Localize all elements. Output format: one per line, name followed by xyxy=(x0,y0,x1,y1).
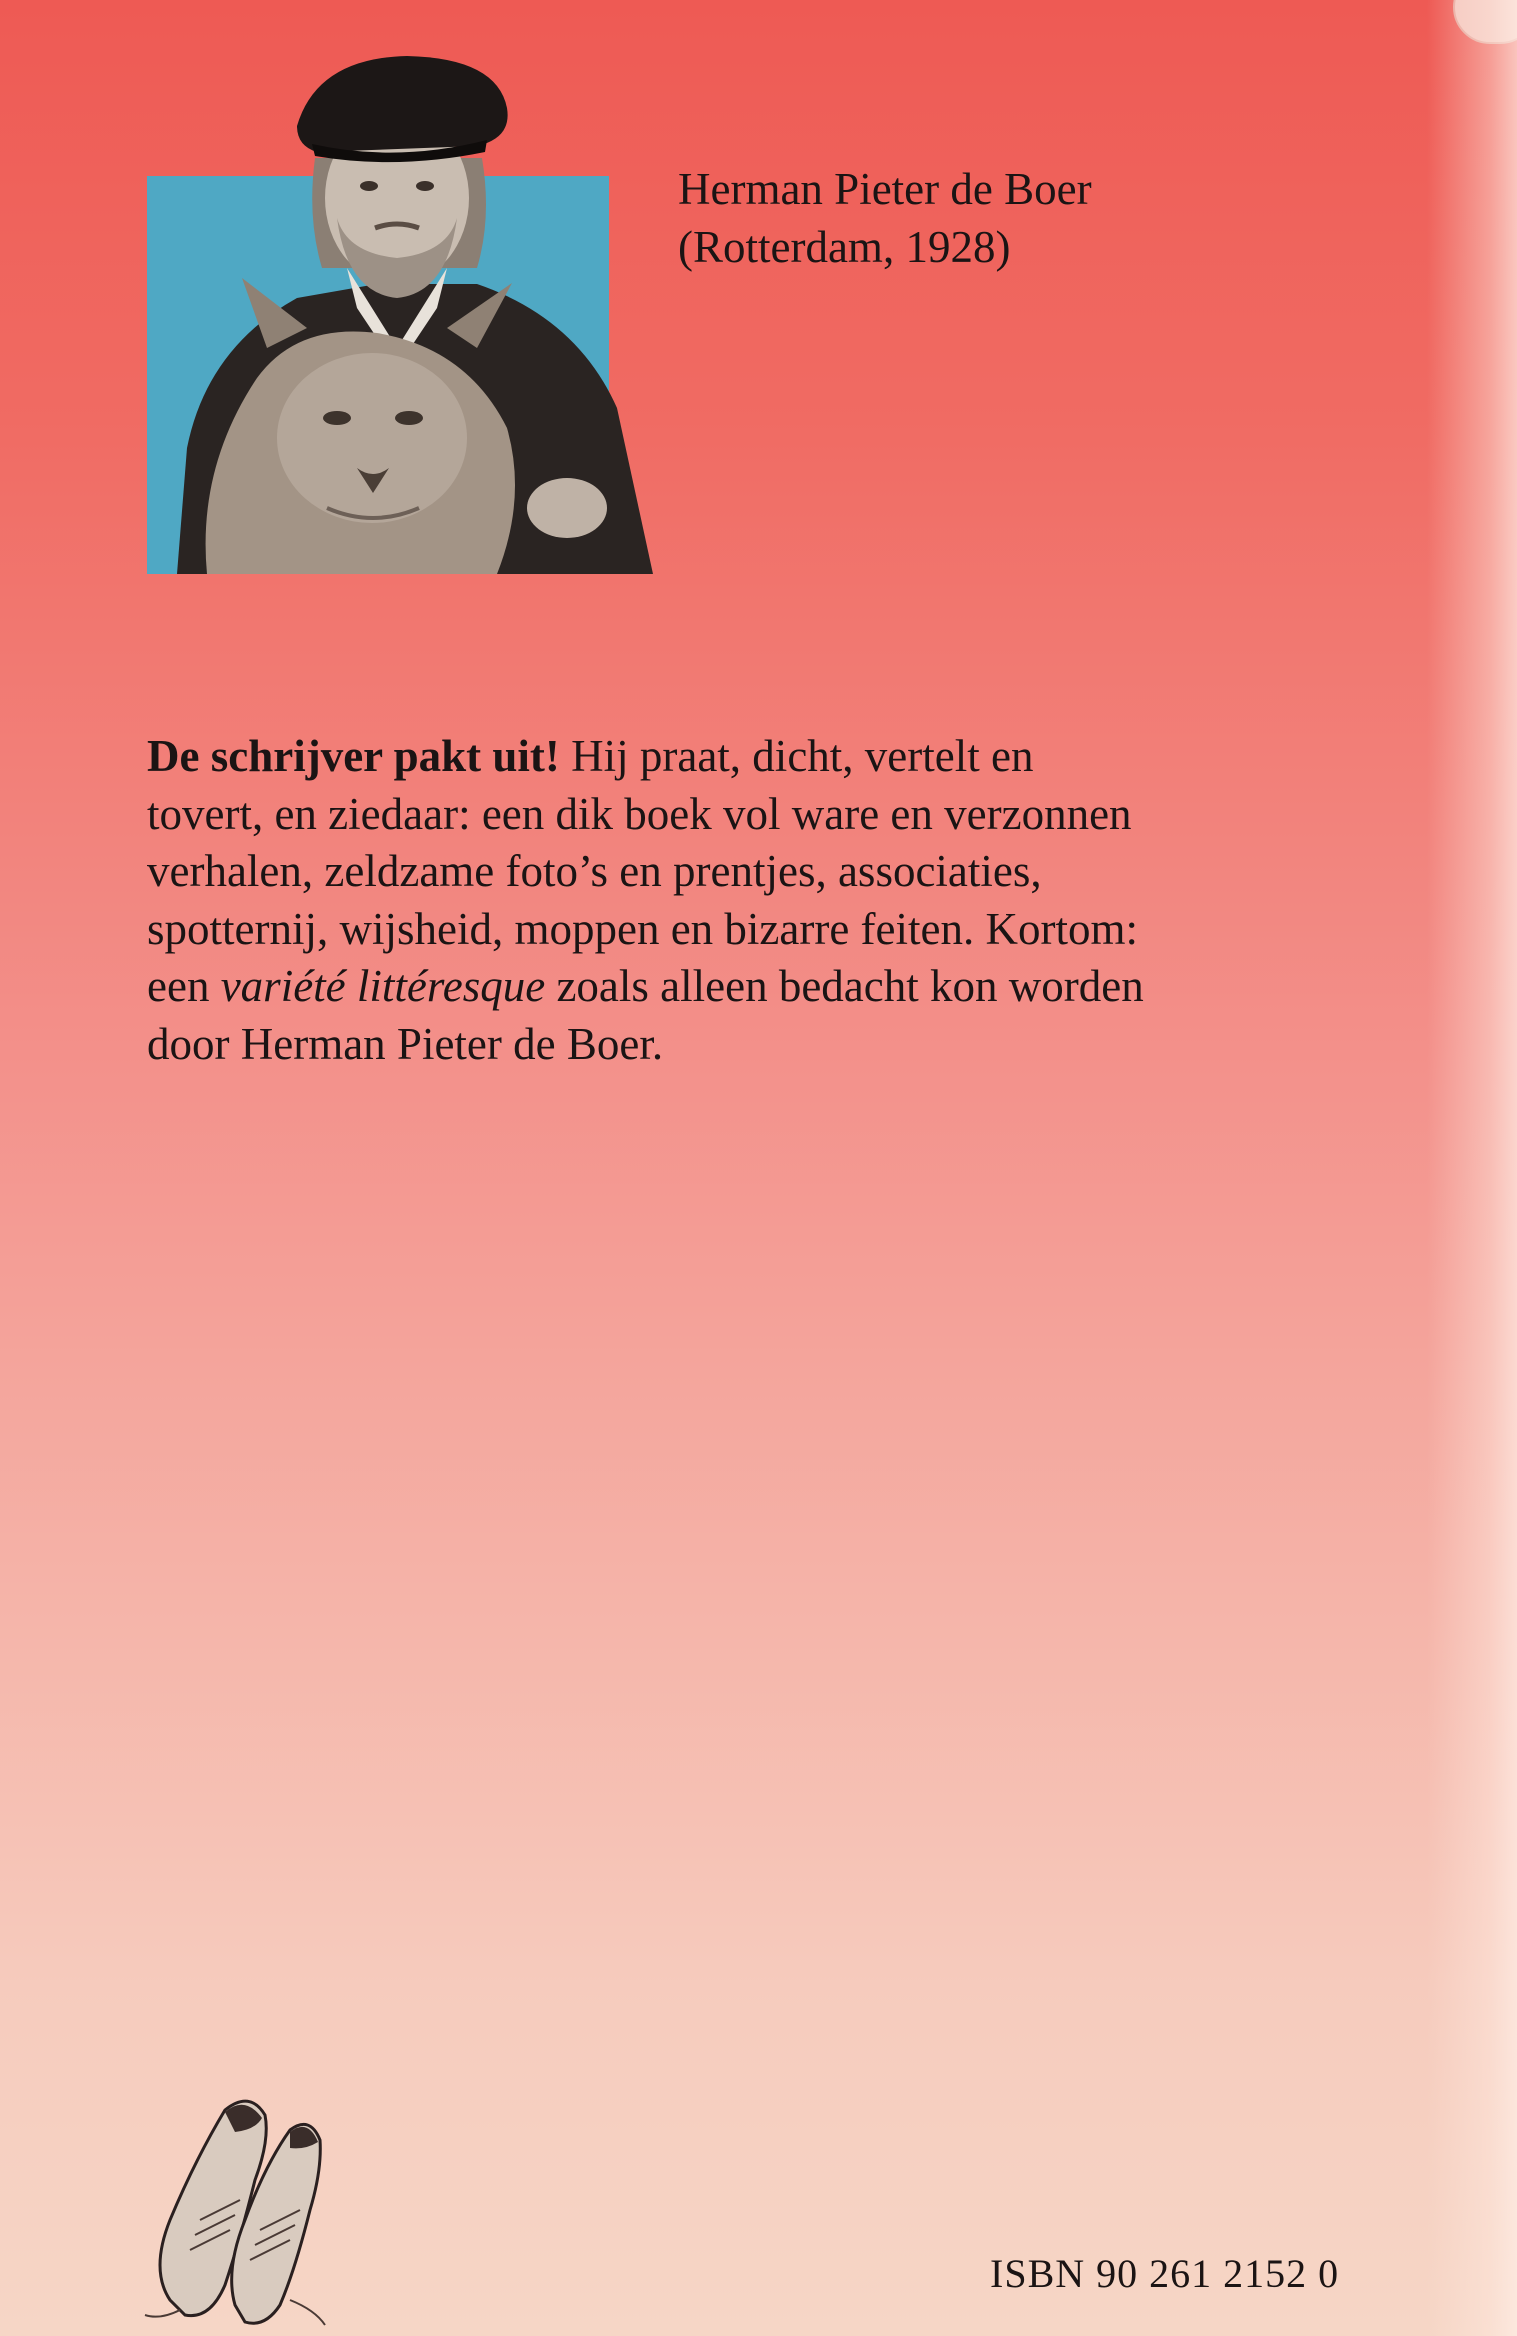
blurb-line xyxy=(147,728,1327,786)
book-blurb xyxy=(147,728,1327,1073)
blurb-line: door Herman Pieter de Boer. xyxy=(147,1018,664,1069)
blurb-line-text: Hij praat, dicht, vertelt en xyxy=(559,731,1034,781)
author-name: Herman Pieter de Boer xyxy=(678,164,1092,214)
lion-cub-face xyxy=(277,353,467,523)
blurb-line: spotternij, wijsheid, moppen en bizarre feiten. Kortom: xyxy=(147,903,1138,954)
blurb-lead: De schrijver pakt uit! xyxy=(147,731,560,781)
author-origin: (Rotterdam, 1928) xyxy=(678,222,1011,272)
blurb-line-text: een xyxy=(147,961,221,1011)
corner-tab xyxy=(1453,0,1517,44)
blurb-line: verhalen, zeldzame foto’s en prentjes, associaties, xyxy=(147,846,1042,896)
blurb-italic-phrase: variété littéresque xyxy=(220,961,546,1011)
author-photo xyxy=(147,48,653,574)
author-cap xyxy=(297,56,508,152)
blurb-line xyxy=(147,958,1327,1016)
shoes-illustration xyxy=(140,2070,400,2330)
blurb-line-text: zoals alleen bedacht kon worden xyxy=(545,961,1144,1011)
isbn: ISBN 90 261 2152 0 xyxy=(990,2251,1340,2296)
author-info xyxy=(678,160,1092,276)
blurb-line: tovert, en ziedaar: een dik boek vol ware en verzonnen xyxy=(147,788,1132,839)
